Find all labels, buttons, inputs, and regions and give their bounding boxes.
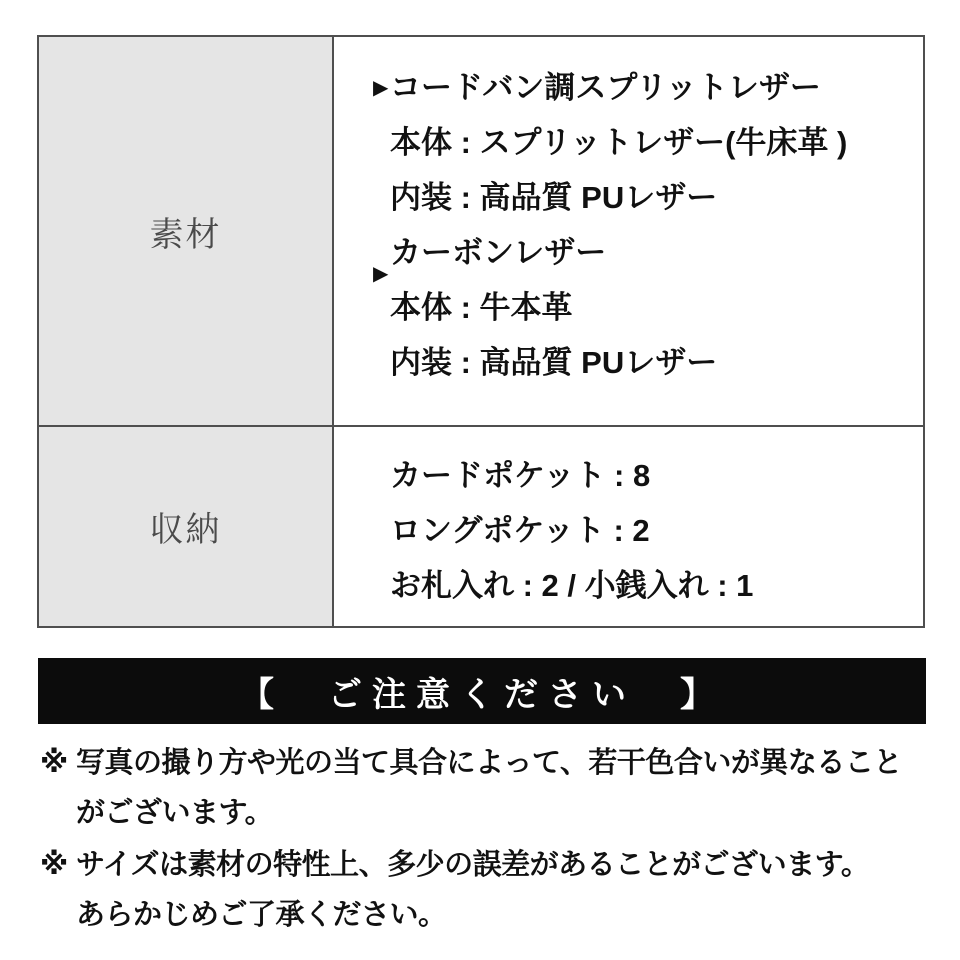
material-group2-line: 本体 : 牛本革 (390, 290, 573, 325)
note-line: あらかじめご了承ください。 (76, 899, 447, 931)
note-color-difference (40, 738, 928, 838)
note-text (76, 840, 869, 940)
note-marker: ※ (40, 747, 69, 779)
notice-banner (38, 658, 926, 724)
storage-line: お札入れ : 2 / 小銭入れ : 1 (390, 568, 754, 603)
bullet-arrow-icon: ▶ (373, 76, 389, 99)
table-row-material (39, 37, 923, 425)
storage-label-cell (39, 427, 334, 626)
table-row-storage (39, 425, 923, 626)
note-size-tolerance (40, 840, 928, 940)
storage-label: 収納 (149, 511, 222, 549)
material-group1-title-text: コードバン調スプリットレザー (390, 70, 821, 105)
material-label-cell (39, 37, 334, 425)
note-text (76, 738, 902, 838)
note-marker: ※ (40, 849, 69, 881)
material-group1-line: 内装 : 高品質 PUレザー (390, 180, 718, 215)
material-group2-title-text: カーボンレザー (390, 235, 607, 270)
material-group1-title (373, 60, 913, 115)
note-line: 写真の撮り方や光の当て具合によって、若干色合いが異なること (76, 747, 902, 779)
material-value-cell (334, 37, 923, 425)
material-label: 素材 (149, 215, 222, 254)
spec-table (37, 35, 925, 628)
notice-banner-title: 【 ご注意ください 】 (240, 675, 724, 714)
material-group2-title (373, 225, 913, 285)
disclaimer-notes (40, 738, 928, 942)
material-group1-line: 本体 : スプリットレザー(牛床革 ) (390, 125, 848, 160)
note-line: がございます。 (76, 797, 274, 829)
storage-value-cell (334, 427, 923, 626)
bullet-arrow-icon: ▶ (373, 263, 389, 285)
storage-line: カードポケット : 8 (390, 458, 651, 493)
storage-line: ロングポケット : 2 (390, 513, 650, 548)
note-line: サイズは素材の特性上、多少の誤差があることがございます。 (76, 849, 870, 881)
material-group2-line: 内装 : 高品質 PUレザー (390, 345, 718, 380)
